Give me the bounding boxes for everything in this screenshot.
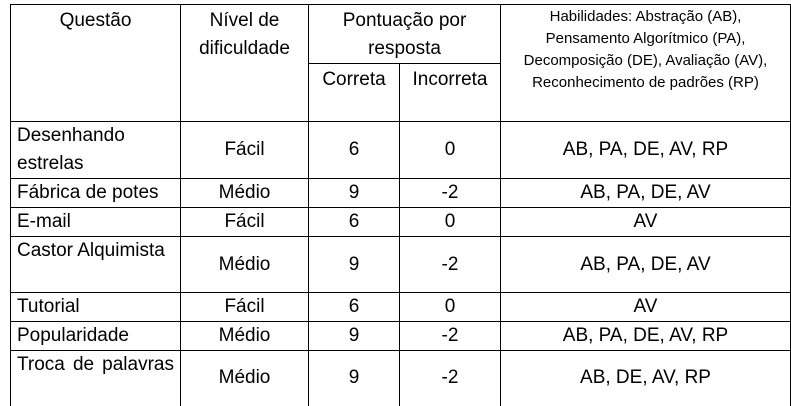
- table-row: [11, 237, 791, 293]
- table-row: [11, 208, 791, 237]
- cell-correta: 6: [309, 208, 400, 237]
- cell-nivel: Fácil: [181, 122, 309, 179]
- cell-nivel: Médio: [181, 351, 309, 406]
- header-correta: Correta: [309, 64, 400, 122]
- cell-incorreta: 0: [400, 122, 501, 179]
- cell-incorreta: 0: [400, 208, 501, 237]
- cell-correta: 9: [309, 179, 400, 208]
- cell-habilidades: AB, PA, DE, AV: [501, 179, 791, 208]
- header-nivel: Nível de dificuldade: [181, 5, 309, 122]
- header-row: [11, 5, 791, 64]
- cell-habilidades: AV: [501, 293, 791, 322]
- cell-correta: 6: [309, 293, 400, 322]
- cell-habilidades: AB, PA, DE, AV: [501, 237, 791, 293]
- skills-table: [10, 4, 791, 406]
- cell-nivel: Fácil: [181, 208, 309, 237]
- header-questao: Questão: [11, 5, 181, 122]
- cell-incorreta: -2: [400, 351, 501, 406]
- table-row: [11, 179, 791, 208]
- cell-incorreta: -2: [400, 322, 501, 351]
- cell-questao-text: Troca de palavras: [17, 354, 174, 375]
- cell-questao: E-mail: [11, 208, 181, 237]
- header-pontuacao: Pontuação por resposta: [309, 5, 501, 64]
- table-row: [11, 293, 791, 322]
- cell-habilidades: AV: [501, 208, 791, 237]
- cell-incorreta: -2: [400, 179, 501, 208]
- cell-nivel: Médio: [181, 322, 309, 351]
- table-row: [11, 322, 791, 351]
- table-row: [11, 122, 791, 179]
- header-incorreta: Incorreta: [400, 64, 501, 122]
- cell-questao: Popularidade: [11, 322, 181, 351]
- cell-questao: Castor Alquimista: [11, 237, 181, 293]
- table-row: [11, 351, 791, 406]
- cell-questao: Tutorial: [11, 293, 181, 322]
- cell-questao: [11, 351, 181, 406]
- cell-correta: 9: [309, 237, 400, 293]
- cell-habilidades: AB, PA, DE, AV, RP: [501, 122, 791, 179]
- cell-questao: Fábrica de potes: [11, 179, 181, 208]
- cell-questao: Desenhando estrelas: [11, 122, 181, 179]
- cell-nivel: Médio: [181, 179, 309, 208]
- cell-habilidades: AB, DE, AV, RP: [501, 351, 791, 406]
- cell-nivel: Médio: [181, 237, 309, 293]
- cell-incorreta: 0: [400, 293, 501, 322]
- cell-correta: 6: [309, 122, 400, 179]
- cell-habilidades: AB, PA, DE, AV, RP: [501, 322, 791, 351]
- header-habilidades: Habilidades: Abstração (AB), Pensamento Algorítmico (PA), Decomposição (DE), Avaliação (AV), Reconhecimento de padrões (RP): [501, 5, 791, 122]
- cell-incorreta: -2: [400, 237, 501, 293]
- cell-correta: 9: [309, 322, 400, 351]
- cell-nivel: Fácil: [181, 293, 309, 322]
- cell-correta: 9: [309, 351, 400, 406]
